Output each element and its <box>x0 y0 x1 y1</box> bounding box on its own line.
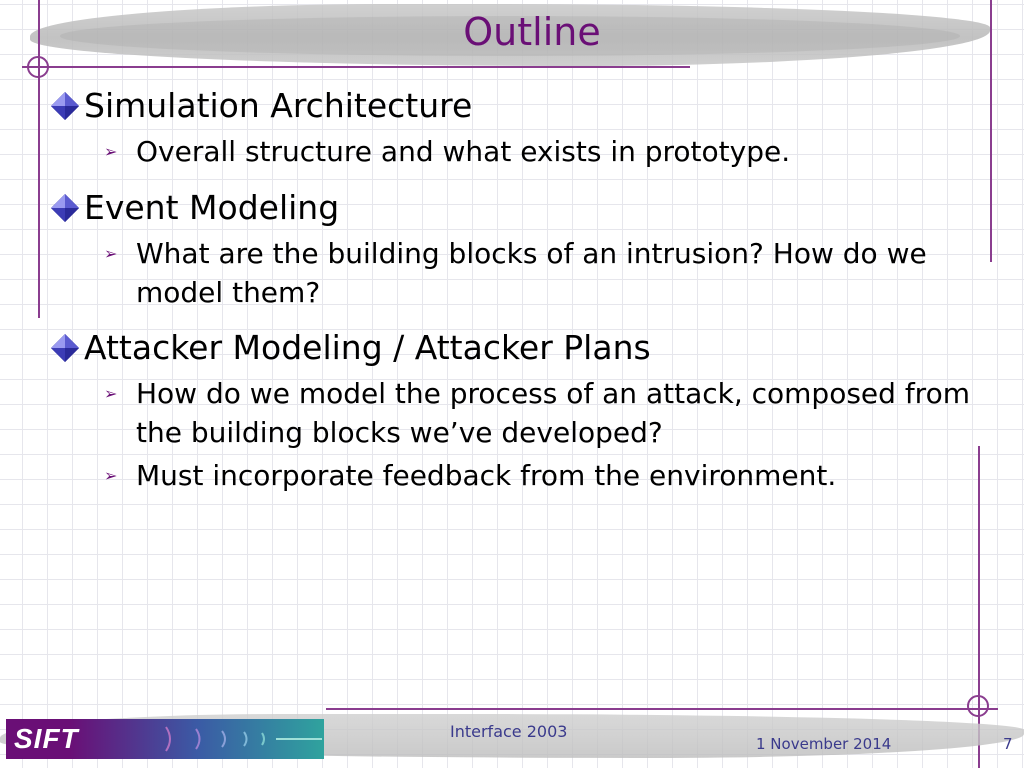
sub-bullet-item <box>102 456 980 496</box>
footer-date: 1 November 2014 <box>756 735 892 753</box>
bullet-text: Event Modeling <box>84 188 340 227</box>
footer-conference: Interface 2003 <box>450 722 568 741</box>
diamond-bullet-icon <box>50 333 84 363</box>
sub-bullet-text: Must incorporate feedback from the environment. <box>136 459 837 492</box>
footer-top-rule <box>326 708 998 710</box>
bullet-item <box>50 186 980 230</box>
diamond-bullet-icon <box>50 193 84 223</box>
sub-bullet-text: What are the building blocks of an intrusion? How do we model them? <box>136 237 927 309</box>
arrowhead-bullet-icon: ➢ <box>104 384 118 403</box>
sub-bullet-item <box>102 234 980 312</box>
right-crosshair-circle <box>967 695 989 717</box>
title-underline-rule <box>22 66 690 68</box>
sift-logo <box>6 719 324 759</box>
right-vertical-rule-top <box>990 0 992 262</box>
arrowhead-bullet-icon: ➢ <box>104 142 118 161</box>
sub-bullet-text: How do we model the process of an attack, composed from the building blocks we’ve developed? <box>136 377 970 449</box>
logo-text: SIFT <box>14 723 79 754</box>
bullet-item <box>50 84 980 128</box>
left-vertical-rule <box>38 0 40 318</box>
bullet-item <box>50 326 980 370</box>
bullet-text: Attacker Modeling / Attacker Plans <box>84 328 651 367</box>
page-number: 7 <box>1003 735 1013 753</box>
logo-swoosh-icon <box>156 719 324 759</box>
arrowhead-bullet-icon: ➢ <box>104 244 118 263</box>
bullet-text: Simulation Architecture <box>84 86 473 125</box>
sub-bullet-item <box>102 132 980 172</box>
slide-title: Outline <box>463 10 601 54</box>
left-crosshair-circle <box>27 56 49 78</box>
arrowhead-bullet-icon: ➢ <box>104 466 118 485</box>
sub-bullet-item <box>102 374 980 452</box>
diamond-bullet-icon <box>50 91 84 121</box>
slide-content <box>50 84 980 496</box>
sub-bullet-text: Overall structure and what exists in prototype. <box>136 135 791 168</box>
